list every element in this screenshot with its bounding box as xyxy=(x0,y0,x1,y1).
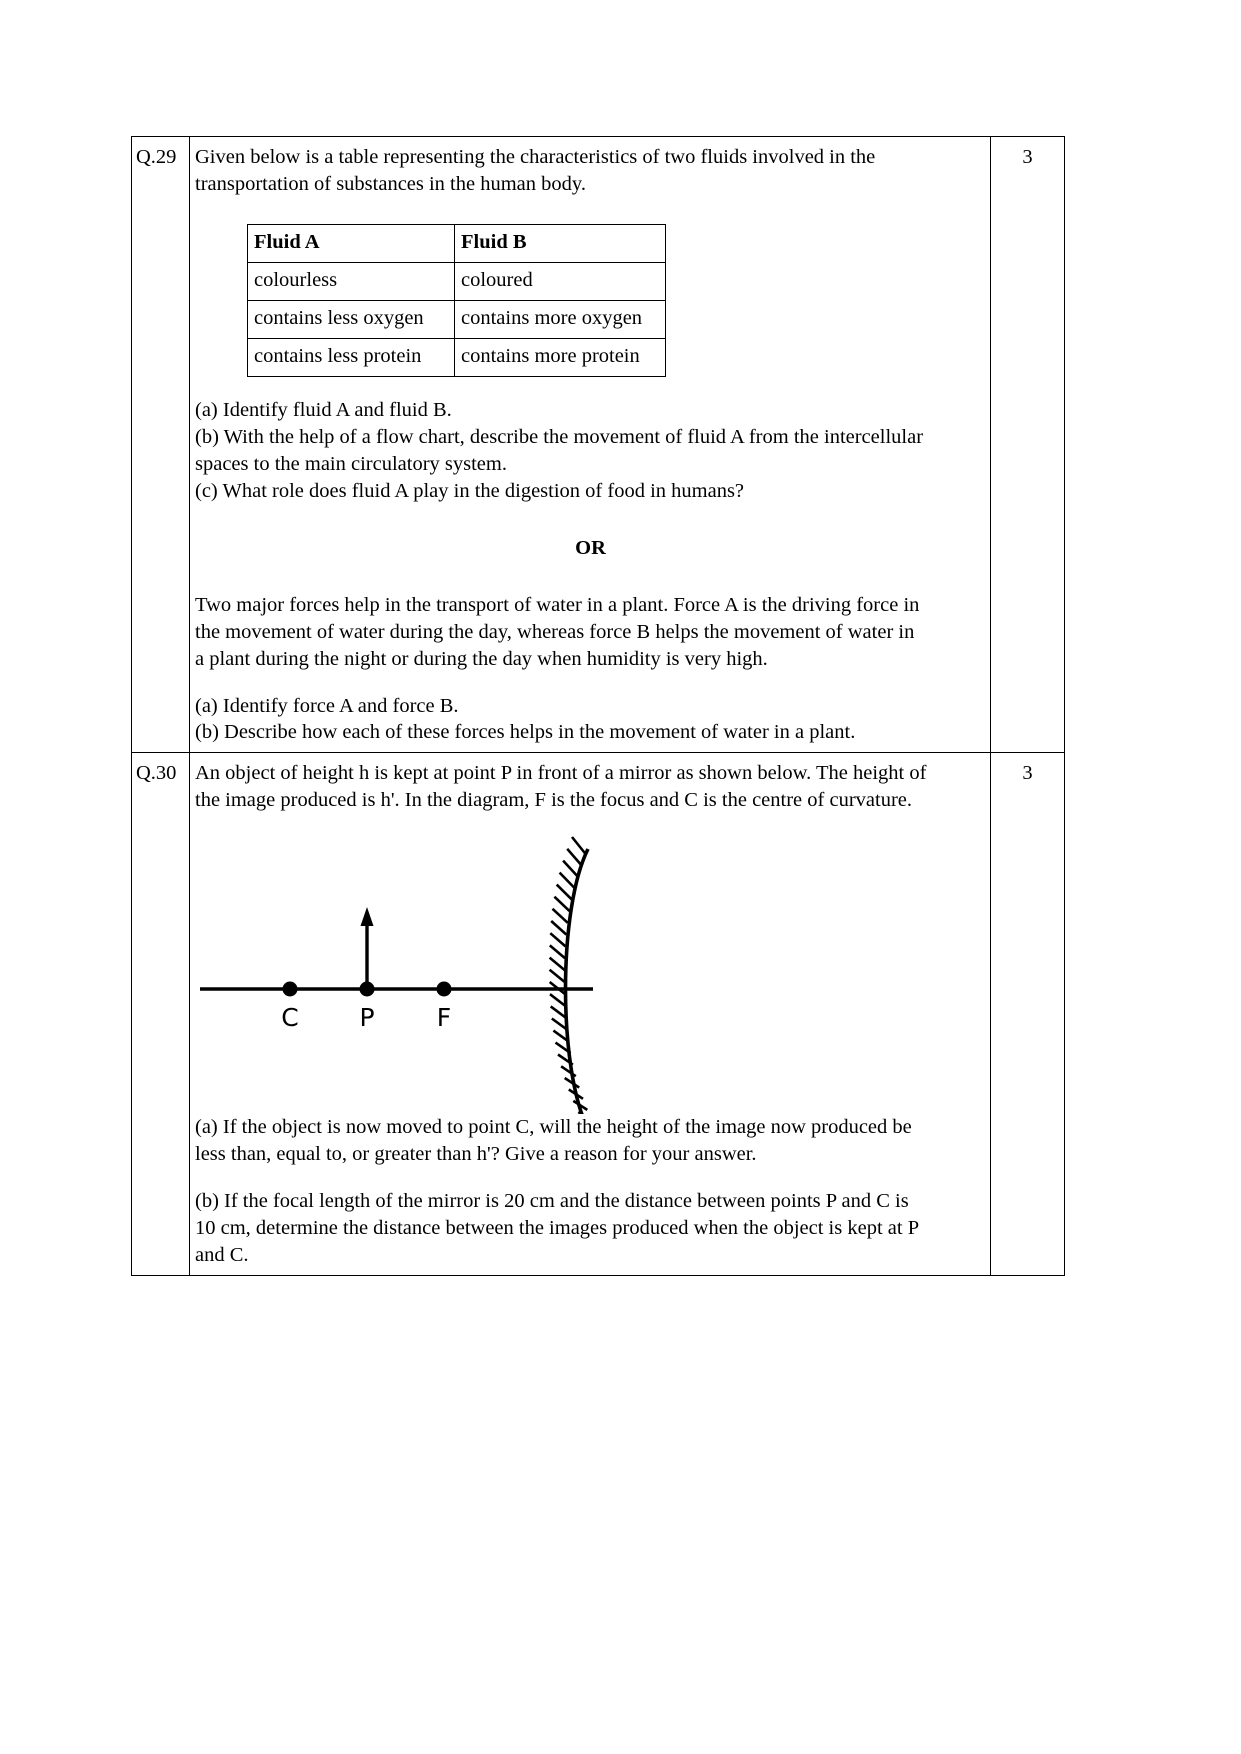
fluid-table-row xyxy=(248,262,666,300)
mirror-ray-diagram xyxy=(195,814,986,1114)
fluid-table-header-b: Fluid B xyxy=(455,224,666,262)
q29-part-c: (c) What role does fluid A play in the digestion of food in humans? xyxy=(195,479,745,502)
point-p-dot xyxy=(360,982,375,997)
fluid-table-header-row xyxy=(248,224,666,262)
q29-alt-line3: a plant during the night or during the day when humidity is very high. xyxy=(195,647,768,670)
point-c-label: C xyxy=(281,1003,299,1033)
question-body xyxy=(190,137,990,752)
q30-part-b-line1: (b) If the focal length of the mirror is 20 cm and the distance between points P and C is xyxy=(195,1190,909,1213)
spacer xyxy=(195,562,986,582)
question-body xyxy=(190,753,990,1275)
q30-part-b-line3: and C. xyxy=(195,1244,249,1267)
fluid-table-row xyxy=(248,300,666,338)
point-f-label: F xyxy=(436,1003,452,1033)
fluid-table-row xyxy=(248,338,666,376)
q29-intro-line2: transportation of substances in the human body. xyxy=(195,172,586,195)
spacer xyxy=(195,198,986,218)
q30-marks: 3 xyxy=(1022,762,1033,785)
object-arrow-head xyxy=(361,907,374,926)
question-number: Q.29 xyxy=(136,146,177,168)
mirror-hatching xyxy=(550,837,592,1114)
q29-part-b-line1: (b) With the help of a flow chart, describe the movement of fluid A from the intercellular xyxy=(195,425,924,448)
question-number-cell xyxy=(132,137,190,753)
mirror-arc xyxy=(566,849,589,1114)
fluid-b-protein: contains more protein xyxy=(455,338,666,376)
fluid-a-colour: colourless xyxy=(248,262,455,300)
marks-cell xyxy=(991,137,1065,753)
spacer xyxy=(195,582,986,592)
table-row xyxy=(132,753,1065,1276)
q29-alt-part-a: (a) Identify force A and force B. xyxy=(195,694,459,717)
marks-cell xyxy=(991,753,1065,1276)
question-number: Q.30 xyxy=(136,762,177,785)
fluid-b-oxygen: contains more oxygen xyxy=(455,300,666,338)
spacer xyxy=(195,1168,986,1188)
q29-marks: 3 xyxy=(1022,146,1033,168)
fluid-a-oxygen: contains less oxygen xyxy=(248,300,455,338)
question-table xyxy=(131,136,1065,1276)
q30-part-a-line1: (a) If the object is now moved to point C, will the height of the image now produced be xyxy=(195,1116,912,1139)
spacer xyxy=(195,377,986,397)
or-separator: OR xyxy=(575,536,606,559)
spacer xyxy=(195,525,986,535)
spacer xyxy=(195,505,986,525)
fluid-table-wrapper xyxy=(195,218,986,377)
question-body-cell xyxy=(190,753,991,1276)
q30-intro-line2: the image produced is h'. In the diagram, F is the focus and C is the centre of curvature. xyxy=(195,789,912,812)
point-p-label: P xyxy=(359,1003,375,1033)
question-number-cell xyxy=(132,753,190,1276)
q30-part-a-line2: less than, equal to, or greater than h'? Give a reason for your answer. xyxy=(195,1143,757,1166)
q29-intro-line1: Given below is a table representing the characteristics of two fluids involved in the xyxy=(195,146,876,168)
table-row xyxy=(132,137,1065,753)
point-f-dot xyxy=(437,982,452,997)
point-c-dot xyxy=(283,982,298,997)
spacer xyxy=(195,673,986,693)
fluid-table-header-a: Fluid A xyxy=(248,224,455,262)
q30-part-b-line2: 10 cm, determine the distance between the images produced when the object is kept at P xyxy=(195,1217,920,1240)
q29-alt-line2: the movement of water during the day, whereas force B helps the movement of water in xyxy=(195,620,915,643)
fluid-characteristics-table xyxy=(247,224,666,377)
fluid-b-colour: coloured xyxy=(455,262,666,300)
q29-part-a: (a) Identify fluid A and fluid B. xyxy=(195,398,452,421)
q30-intro-line1: An object of height h is kept at point P in front of a mirror as shown below. The height of xyxy=(195,762,927,785)
q29-part-b-line2: spaces to the main circulatory system. xyxy=(195,452,507,475)
q29-alt-line1: Two major forces help in the transport of water in a plant. Force A is the driving force in xyxy=(195,593,920,616)
fluid-a-protein: contains less protein xyxy=(248,338,455,376)
question-body-cell xyxy=(190,137,991,753)
q29-alt-part-b: (b) Describe how each of these forces helps in the movement of water in a plant. xyxy=(195,721,856,744)
